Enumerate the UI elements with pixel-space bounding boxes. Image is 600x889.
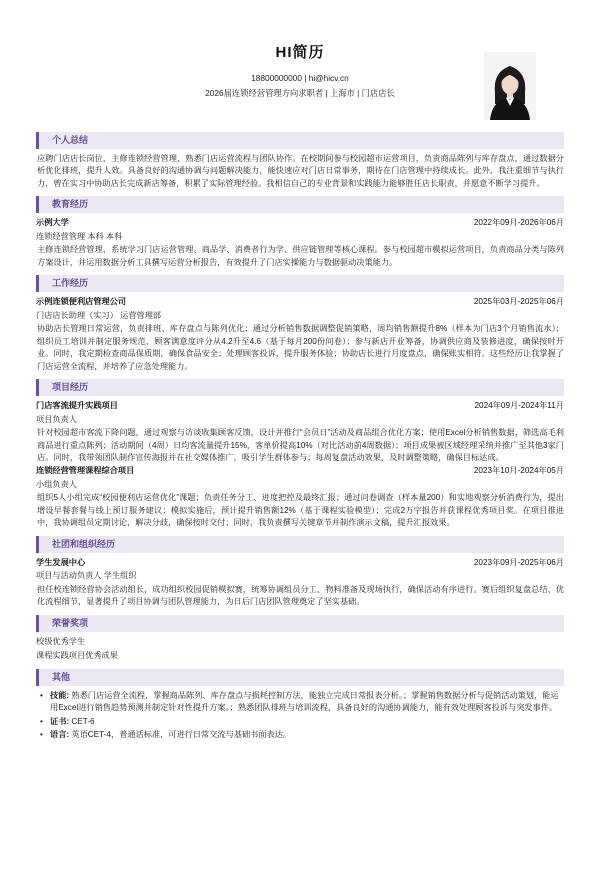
item-label: 语言: [50, 730, 70, 739]
section-title: 荣誉奖项 [52, 617, 89, 628]
section-header [36, 196, 564, 213]
org-name: 学生发展中心 [36, 557, 86, 567]
item-label: 技能: [50, 690, 70, 700]
section-header [36, 379, 564, 396]
entry-row [36, 296, 564, 308]
entry-row [36, 465, 564, 477]
entry-row [36, 217, 564, 229]
school-name: 示例大学 [36, 218, 69, 228]
social-text: 担任校连锁经营协会活动组长，成功组织校园促销模拟赛，统筹协调组员分工、物料准备及现场执行，确保活动有序进行。赛后组织复盘总结，优化流程细节，显著提升了项目协调与团队管理能力，为日后门店团队管理奠定了坚实基础。 [37, 584, 564, 607]
section-header [36, 615, 564, 632]
item-text: CET-6 [69, 716, 95, 726]
project-text: 组织5人小组完成“校园便利店运营优化”课题；负责任务分工、进度把控及最终汇报；通过问卷调查（样本量200）和实地观察分析消费行为，提出增设早餐套餐与线上预订服务建议；模拟实施后，预计提升销售额12%（基于课程实验模型）；完成2万字报告并获课程优秀项目奖。在项目推进中，我协调组员定期讨论，解决分歧，确保按时交付；同时，我负责撰写关键章节并制作演示文稿，提升汇报效果。 [37, 493, 564, 528]
list-item [40, 690, 564, 715]
entry-date: 2023年09月-2025年06月 [473, 557, 564, 567]
section-title: 其他 [52, 671, 71, 682]
section-title: 个人总结 [52, 135, 89, 145]
company-name: 示例连锁便利店管理公司 [36, 297, 127, 307]
entry-date: 2023年10月-2024年05月 [473, 466, 564, 476]
entry-date: 2024年09月-2024年11月 [474, 401, 564, 411]
section-title: 社团和组织经历 [52, 538, 116, 549]
entry-row [36, 557, 564, 569]
list-item [40, 716, 564, 728]
projects-section [36, 379, 564, 530]
other-list [36, 690, 564, 742]
other-section [36, 669, 564, 742]
section-header [36, 669, 564, 686]
awards-section [36, 615, 564, 663]
role-line: 门店店长助理（实习） 运营管理部 [36, 310, 162, 320]
profile-photo [484, 52, 536, 120]
entry-date: 2022年09月-2026年06月 [473, 218, 564, 228]
section-header [36, 132, 564, 149]
entry-row [36, 400, 564, 412]
section-title: 工作经历 [52, 278, 89, 289]
item-text: 英语CET-4，普通话标准，可进行日常交流与基础书面表达。 [69, 730, 292, 739]
section-header [36, 275, 564, 292]
role-line: 项目与活动负责人 学生组织 [36, 571, 137, 581]
role-line: 小组负责人 [36, 479, 77, 489]
job-intent: 2026届连锁经营管理方向求职者 | 上海市 | 门店店长 [205, 88, 395, 99]
section-header [36, 536, 564, 553]
summary-text: 应聘门店店长岗位，主修连锁经营管理，熟悉门店运营流程与团队协作。在校期间参与校园超市运营项目，负责商品陈列与库存盘点，通过数据分析优化排班，提升人效。具备良好的沟通协调与问题解决能力，能快速应对门店日常事务，期待在门店管理中持续成长。此外，我注重细节与执行力，曾在实习中协助店长完成新店筹备，积累了实际管理经验。我相信自己的专业背景和实践能力能够胜任店长职责，并愿意不断学习提升。 [37, 154, 564, 188]
section-title: 教育经历 [52, 199, 89, 210]
award-item: 课程实践项目优秀成果 [36, 651, 118, 661]
education-section [36, 196, 564, 269]
role-line: 项目负责人 [36, 414, 77, 424]
item-text: 熟悉门店运营全流程，掌握商品陈列、库存盘点与损耗控制方法，能独立完成日常报表分析。；掌握销售数据分析与促销活动策划，能运用Excel进行销售趋势预测并制定针对性提升方案。；熟悉团队排班与培训流程，具备良好的沟通协调能力，能有效处理顾客投诉与突发事件。 [50, 690, 559, 713]
list-item [40, 729, 564, 741]
resume-header [36, 42, 564, 126]
summary-section [36, 132, 564, 190]
work-section [36, 275, 564, 373]
item-label: 证书: [50, 716, 70, 726]
candidate-name: HI简历 [275, 44, 325, 61]
project-name: 连锁经营管理课程综合项目 [36, 466, 135, 476]
work-text: 协助店长管理日常运营，负责排班、库存盘点与陈列优化；通过分析销售数据调整促销策略，周均销售额提升8%（样本为门店3个月销售流水）；组织员工培训并制定服务规范，顾客满意度评分从4.2升至4.6（基于每月200份问卷）；参与新店开业筹备，协调供应商及装修进度，确保按时开业。同时，我定期检查商品保质期，确保食品安全；处理顾客投诉，提升服务体验；协助店长进行月度盘点，确保账实相符。这些经历让我掌握了门店运营全流程，并培养了应急处理能力。 [37, 324, 564, 371]
social-section [36, 536, 564, 609]
contact-info: 18800000000 | hi@hicv.cn [251, 72, 349, 83]
section-title: 项目经历 [52, 382, 89, 393]
education-text: 主修连锁经营管理，系统学习门店运营管理、商品学、消费者行为学、供应链管理等核心课程。参与校园超市模拟运营项目，负责商品分类与陈列方案设计，并运用数据分析工具撰写运营分析报告，有效提升了门店实操能力与数据驱动决策能力。 [37, 245, 564, 267]
major-line: 连锁经营管理 本科 本科 [36, 231, 123, 241]
project-text: 针对校园超市客流下降问题，通过观察与访谈收集顾客反馈，设计并推行“会员日”活动及商品组合优化方案；使用Excel分析销售数据，筛选高毛利商品进行重点陈列；活动期间（4周）日均客流量提升15%，客单价提高10%（对比活动前4周数据）；项目成果被区域经理采纳并推广至其他3家门店。同时，我带领团队制作宣传海报并在社交媒体推广，吸引学生群体参与；每周复盘活动效果，及时调整策略，确保目标达成。 [37, 428, 564, 462]
project-name: 门店客流提升实践项目 [36, 401, 118, 411]
award-item: 校级优秀学生 [36, 636, 86, 646]
entry-date: 2025年03月-2025年06月 [473, 297, 564, 307]
portrait-image [484, 52, 536, 120]
